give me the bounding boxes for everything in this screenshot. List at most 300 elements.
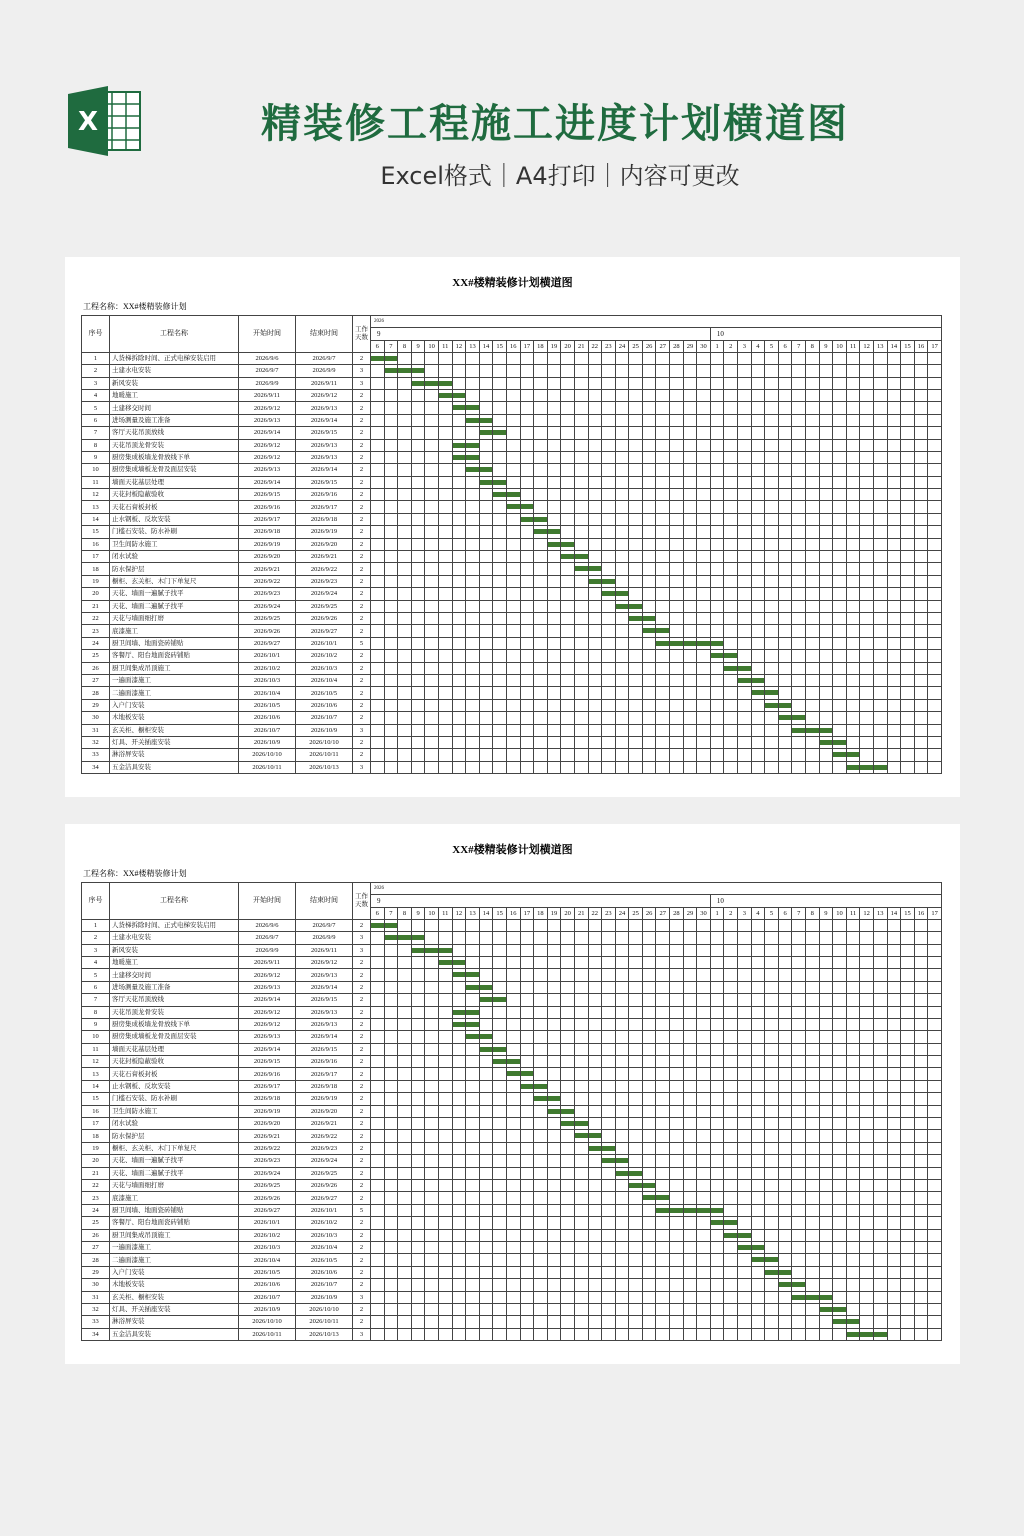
day-cell <box>438 1118 452 1130</box>
day-cell <box>642 464 656 476</box>
day-cell <box>901 439 915 451</box>
day-cell <box>561 538 575 550</box>
day-cell <box>506 476 520 488</box>
day-cell <box>833 919 847 931</box>
day-cell <box>425 761 439 773</box>
day-cell <box>574 1006 588 1018</box>
day-cell <box>506 1229 520 1241</box>
gantt-bar <box>466 972 480 977</box>
day-label: 19 <box>547 907 561 919</box>
task-name: 人货梯拆除时间、正式电梯安装启用 <box>110 919 239 931</box>
day-cell <box>561 1241 575 1253</box>
day-cell <box>642 662 656 674</box>
day-label: 16 <box>506 340 520 352</box>
day-cell <box>574 1031 588 1043</box>
day-cell <box>873 1254 887 1266</box>
day-cell <box>765 551 779 563</box>
column-header-name: 工程名称 <box>110 883 239 920</box>
day-cell <box>860 1043 874 1055</box>
task-name: 底漆施工 <box>110 625 239 637</box>
day-cell <box>642 712 656 724</box>
day-cell <box>901 1130 915 1142</box>
gantt-bar <box>833 1307 847 1312</box>
gantt-bar <box>425 381 439 386</box>
day-cell <box>819 551 833 563</box>
gantt-bar <box>697 1208 711 1213</box>
day-cell <box>466 365 480 377</box>
day-cell <box>792 1291 806 1303</box>
day-cell <box>819 1279 833 1291</box>
task-start: 2026/10/11 <box>239 761 296 773</box>
day-cell <box>493 439 507 451</box>
day-cell <box>901 414 915 426</box>
day-cell <box>928 377 942 389</box>
day-cell <box>873 761 887 773</box>
day-cell <box>914 1043 928 1055</box>
day-cell <box>738 956 752 968</box>
day-cell <box>398 563 412 575</box>
day-cell <box>371 956 385 968</box>
day-label: 7 <box>384 340 398 352</box>
day-cell <box>901 994 915 1006</box>
day-cell <box>398 662 412 674</box>
day-cell <box>846 919 860 931</box>
day-cell <box>819 563 833 575</box>
day-cell <box>452 994 466 1006</box>
day-label: 27 <box>656 340 670 352</box>
task-days: 2 <box>353 1018 371 1030</box>
day-cell <box>887 377 901 389</box>
day-cell <box>670 981 684 993</box>
task-row <box>82 1204 942 1216</box>
day-cell <box>411 1179 425 1191</box>
day-cell <box>506 761 520 773</box>
day-cell <box>846 625 860 637</box>
day-cell <box>642 625 656 637</box>
day-cell <box>738 1266 752 1278</box>
day-cell <box>425 712 439 724</box>
day-cell <box>642 1179 656 1191</box>
column-header-seq: 序号 <box>82 883 110 920</box>
day-cell <box>806 749 820 761</box>
day-cell <box>833 1105 847 1117</box>
task-name: 墙面天花基层处理 <box>110 1043 239 1055</box>
day-cell <box>574 919 588 931</box>
day-cell <box>452 749 466 761</box>
task-name: 五金洁具安装 <box>110 1328 239 1340</box>
day-cell <box>642 439 656 451</box>
day-cell <box>873 414 887 426</box>
day-cell <box>928 650 942 662</box>
day-cell <box>479 1018 493 1030</box>
day-cell <box>751 489 765 501</box>
day-cell <box>411 650 425 662</box>
task-start: 2026/9/13 <box>239 414 296 426</box>
day-cell <box>697 1241 711 1253</box>
day-cell <box>452 612 466 624</box>
day-cell <box>384 1217 398 1229</box>
day-cell <box>493 1241 507 1253</box>
day-cell <box>724 1056 738 1068</box>
day-cell <box>493 1018 507 1030</box>
task-days: 2 <box>353 1130 371 1142</box>
day-cell <box>452 575 466 587</box>
task-seq: 31 <box>82 1291 110 1303</box>
day-cell <box>670 600 684 612</box>
day-cell <box>833 377 847 389</box>
day-cell <box>629 588 643 600</box>
day-cell <box>384 1266 398 1278</box>
task-name: 天花石膏板封板 <box>110 1068 239 1080</box>
day-cell <box>833 612 847 624</box>
day-cell <box>398 1006 412 1018</box>
task-start: 2026/10/7 <box>239 724 296 736</box>
day-cell <box>683 1254 697 1266</box>
day-cell <box>629 1192 643 1204</box>
day-cell <box>738 1105 752 1117</box>
day-cell <box>765 1056 779 1068</box>
day-cell <box>615 1229 629 1241</box>
day-cell <box>534 1043 548 1055</box>
day-cell <box>806 919 820 931</box>
day-cell <box>534 501 548 513</box>
day-cell <box>873 365 887 377</box>
day-cell <box>928 625 942 637</box>
day-cell <box>819 637 833 649</box>
day-cell <box>751 1241 765 1253</box>
day-cell <box>778 1006 792 1018</box>
day-cell <box>466 427 480 439</box>
day-cell <box>642 538 656 550</box>
day-cell <box>670 489 684 501</box>
day-cell <box>751 1229 765 1241</box>
day-cell <box>493 761 507 773</box>
task-start: 2026/9/19 <box>239 1105 296 1117</box>
gantt-bar <box>479 985 493 990</box>
day-cell <box>860 1093 874 1105</box>
day-cell <box>493 1142 507 1154</box>
day-cell <box>860 1328 874 1340</box>
day-cell <box>425 1080 439 1092</box>
day-cell <box>846 1167 860 1179</box>
day-cell <box>806 1155 820 1167</box>
day-cell <box>697 1266 711 1278</box>
day-cell <box>534 1291 548 1303</box>
day-cell <box>411 1068 425 1080</box>
day-cell <box>683 1204 697 1216</box>
day-cell <box>846 1031 860 1043</box>
day-cell <box>629 501 643 513</box>
day-cell <box>806 1118 820 1130</box>
task-start: 2026/9/20 <box>239 551 296 563</box>
day-cell <box>561 1179 575 1191</box>
day-label: 15 <box>493 907 507 919</box>
day-cell <box>398 439 412 451</box>
day-cell <box>751 612 765 624</box>
day-cell <box>493 944 507 956</box>
day-cell <box>425 1068 439 1080</box>
day-cell <box>411 1229 425 1241</box>
day-cell <box>425 1093 439 1105</box>
day-cell <box>860 1229 874 1241</box>
day-cell <box>751 1018 765 1030</box>
day-cell <box>615 944 629 956</box>
day-cell <box>534 526 548 538</box>
task-days: 2 <box>353 1217 371 1229</box>
day-cell <box>629 1080 643 1092</box>
day-cell <box>425 1018 439 1030</box>
task-days: 2 <box>353 1241 371 1253</box>
day-cell <box>806 501 820 513</box>
day-cell <box>738 712 752 724</box>
day-cell <box>710 1142 724 1154</box>
day-cell <box>493 526 507 538</box>
day-cell <box>928 538 942 550</box>
day-cell <box>819 402 833 414</box>
day-cell <box>588 1266 602 1278</box>
day-cell <box>398 699 412 711</box>
day-cell <box>846 674 860 686</box>
task-end: 2026/9/23 <box>296 575 353 587</box>
day-cell <box>493 637 507 649</box>
day-cell <box>697 1056 711 1068</box>
day-cell <box>520 1006 534 1018</box>
day-cell <box>561 1130 575 1142</box>
day-cell <box>438 625 452 637</box>
task-start: 2026/9/13 <box>239 981 296 993</box>
day-cell <box>806 1192 820 1204</box>
day-cell <box>738 1068 752 1080</box>
day-cell <box>819 650 833 662</box>
day-cell <box>887 1142 901 1154</box>
day-cell <box>588 919 602 931</box>
day-cell <box>398 994 412 1006</box>
day-cell <box>710 981 724 993</box>
day-cell <box>806 551 820 563</box>
task-start: 2026/9/21 <box>239 1130 296 1142</box>
day-cell <box>629 389 643 401</box>
day-cell <box>506 414 520 426</box>
day-cell <box>846 650 860 662</box>
day-cell <box>384 662 398 674</box>
task-end: 2026/9/14 <box>296 464 353 476</box>
day-cell <box>846 464 860 476</box>
day-cell <box>479 1266 493 1278</box>
day-cell <box>411 1279 425 1291</box>
day-cell <box>602 687 616 699</box>
gantt-bar <box>493 480 507 485</box>
day-cell <box>901 588 915 600</box>
day-cell <box>452 736 466 748</box>
day-cell <box>792 650 806 662</box>
task-name: 灯具、开关插座安装 <box>110 736 239 748</box>
day-cell <box>670 513 684 525</box>
task-end: 2026/10/10 <box>296 736 353 748</box>
day-cell <box>928 427 942 439</box>
day-cell <box>398 489 412 501</box>
day-cell <box>901 1080 915 1092</box>
day-cell <box>371 588 385 600</box>
day-cell <box>765 736 779 748</box>
day-cell <box>914 981 928 993</box>
gantt-bar <box>833 752 847 757</box>
day-cell <box>860 1266 874 1278</box>
day-cell <box>479 687 493 699</box>
day-cell <box>873 1006 887 1018</box>
day-cell <box>398 687 412 699</box>
day-cell <box>887 489 901 501</box>
day-cell <box>547 489 561 501</box>
day-cell <box>371 526 385 538</box>
task-row <box>82 1080 942 1092</box>
day-cell <box>411 1080 425 1092</box>
day-cell <box>887 389 901 401</box>
day-cell <box>506 944 520 956</box>
day-cell <box>425 439 439 451</box>
day-cell <box>846 1291 860 1303</box>
day-cell <box>751 402 765 414</box>
task-start: 2026/10/6 <box>239 712 296 724</box>
day-cell <box>697 736 711 748</box>
task-name: 厨卫间墙、地面瓷砖铺贴 <box>110 637 239 649</box>
day-cell <box>670 476 684 488</box>
day-cell <box>819 1130 833 1142</box>
day-cell <box>466 1043 480 1055</box>
task-days: 2 <box>353 1316 371 1328</box>
day-cell <box>860 439 874 451</box>
day-cell <box>751 551 765 563</box>
day-cell <box>629 439 643 451</box>
task-row <box>82 1254 942 1266</box>
day-cell <box>928 1328 942 1340</box>
task-name: 卫生间防水施工 <box>110 1105 239 1117</box>
day-label: 10 <box>425 340 439 352</box>
task-name: 客餐厅、阳台地面瓷砖铺贴 <box>110 650 239 662</box>
gantt-bar <box>670 641 684 646</box>
day-cell <box>738 1303 752 1315</box>
day-cell <box>806 699 820 711</box>
day-cell <box>642 1291 656 1303</box>
day-cell <box>738 969 752 981</box>
day-cell <box>466 575 480 587</box>
day-cell <box>901 1328 915 1340</box>
day-cell <box>466 724 480 736</box>
day-cell <box>901 674 915 686</box>
task-end: 2026/10/4 <box>296 1241 353 1253</box>
day-cell <box>479 575 493 587</box>
day-cell <box>574 563 588 575</box>
day-cell <box>765 538 779 550</box>
day-cell <box>452 451 466 463</box>
day-cell <box>860 650 874 662</box>
gantt-bar <box>588 579 602 584</box>
day-cell <box>901 724 915 736</box>
day-cell <box>438 1316 452 1328</box>
day-cell <box>561 551 575 563</box>
day-cell <box>710 451 724 463</box>
gantt-bar <box>778 1270 792 1275</box>
day-cell <box>574 1241 588 1253</box>
day-cell <box>520 1130 534 1142</box>
day-cell <box>738 464 752 476</box>
day-cell <box>466 501 480 513</box>
day-cell <box>398 1018 412 1030</box>
day-cell <box>806 464 820 476</box>
day-cell <box>384 402 398 414</box>
task-seq: 16 <box>82 538 110 550</box>
day-cell <box>914 451 928 463</box>
day-cell <box>615 1118 629 1130</box>
day-cell <box>670 501 684 513</box>
day-cell <box>833 538 847 550</box>
day-cell <box>833 1328 847 1340</box>
day-cell <box>806 625 820 637</box>
day-cell <box>901 687 915 699</box>
task-row <box>82 994 942 1006</box>
day-cell <box>697 1118 711 1130</box>
day-cell <box>887 439 901 451</box>
task-end: 2026/10/5 <box>296 1254 353 1266</box>
day-cell <box>629 612 643 624</box>
task-name: 厨房集成板墙龙骨放线下单 <box>110 451 239 463</box>
day-cell <box>479 932 493 944</box>
day-cell <box>588 352 602 364</box>
day-cell <box>928 981 942 993</box>
day-cell <box>683 464 697 476</box>
day-cell <box>371 1006 385 1018</box>
gantt-bar <box>670 1208 684 1213</box>
day-cell <box>873 674 887 686</box>
task-start: 2026/9/17 <box>239 1080 296 1092</box>
day-cell <box>860 1254 874 1266</box>
day-cell <box>670 1179 684 1191</box>
day-cell <box>438 1018 452 1030</box>
day-cell <box>479 956 493 968</box>
day-cell <box>520 575 534 587</box>
day-cell <box>819 1316 833 1328</box>
day-cell <box>411 464 425 476</box>
day-cell <box>873 1303 887 1315</box>
day-cell <box>466 476 480 488</box>
day-cell <box>466 1241 480 1253</box>
day-cell <box>683 1118 697 1130</box>
task-end: 2026/10/6 <box>296 1266 353 1278</box>
day-cell <box>384 1130 398 1142</box>
day-cell <box>438 489 452 501</box>
day-cell <box>534 1018 548 1030</box>
day-cell <box>873 1266 887 1278</box>
day-cell <box>506 687 520 699</box>
task-seq: 6 <box>82 414 110 426</box>
gantt-bar <box>547 542 561 547</box>
day-cell <box>588 451 602 463</box>
day-cell <box>438 1031 452 1043</box>
day-cell <box>425 981 439 993</box>
day-label: 8 <box>806 907 820 919</box>
day-cell <box>398 637 412 649</box>
day-cell <box>656 1006 670 1018</box>
day-cell <box>901 526 915 538</box>
day-cell <box>833 994 847 1006</box>
day-cell <box>642 513 656 525</box>
day-cell <box>778 662 792 674</box>
day-cell <box>602 551 616 563</box>
day-cell <box>697 1316 711 1328</box>
day-cell <box>873 1080 887 1092</box>
day-cell <box>466 761 480 773</box>
day-cell <box>534 699 548 711</box>
day-cell <box>928 612 942 624</box>
